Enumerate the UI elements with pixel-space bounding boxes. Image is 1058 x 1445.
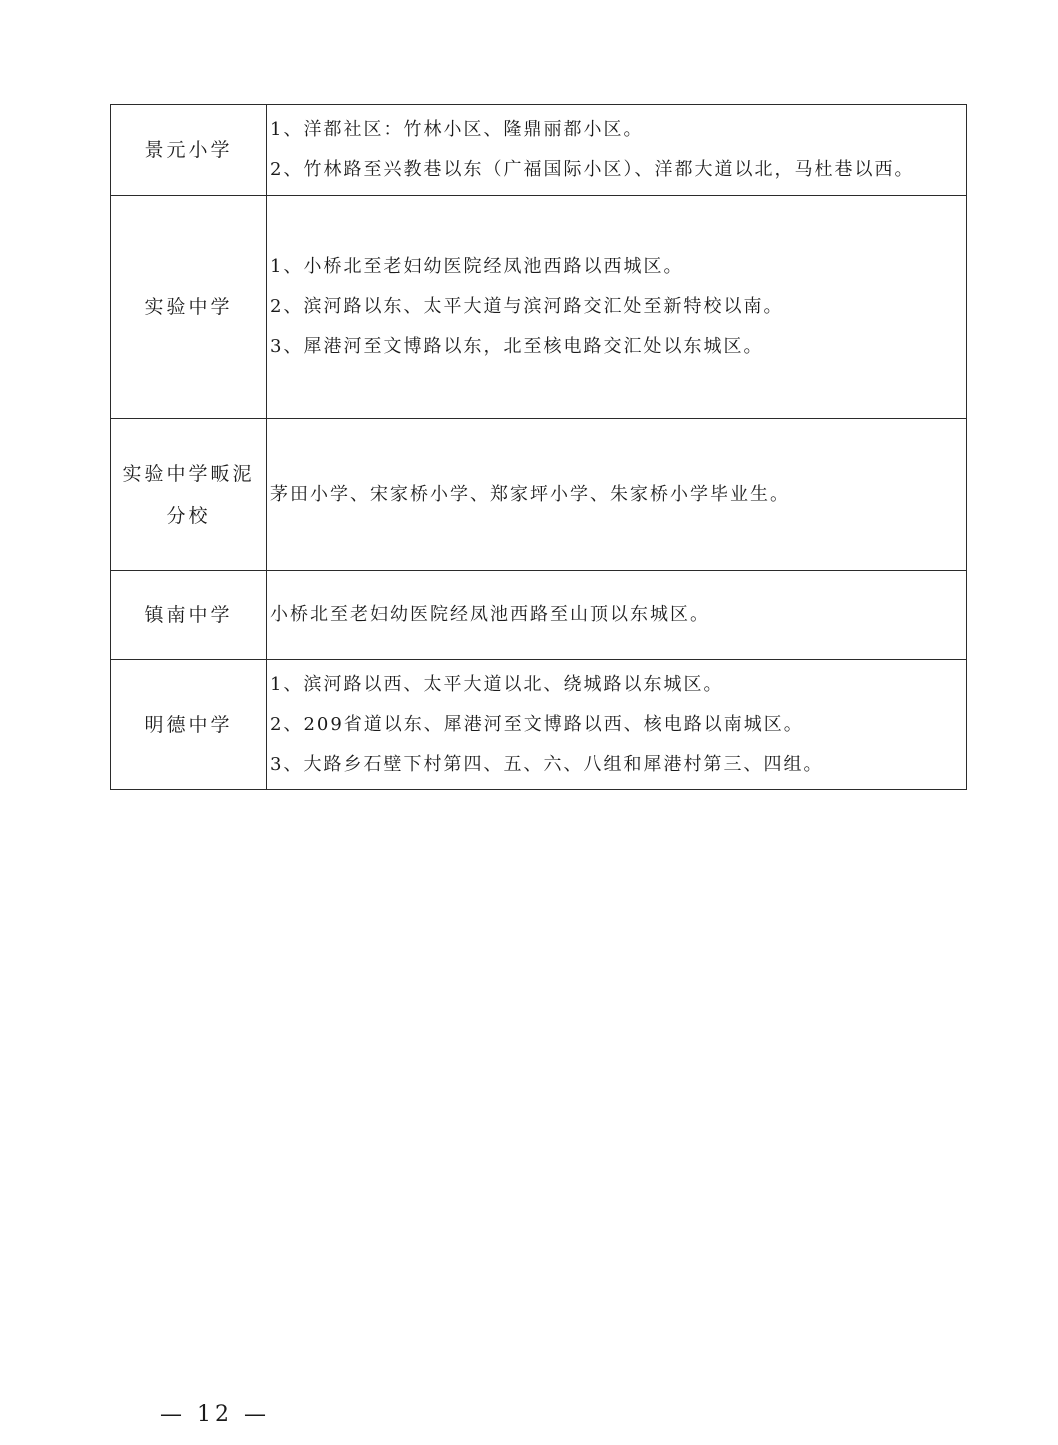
school-name-cell: [111, 419, 267, 571]
school-name: 实验中学畈泥: [122, 462, 255, 485]
zone-description-cell: [267, 419, 967, 571]
school-name: 分校: [166, 504, 211, 527]
table-row: [111, 196, 967, 419]
zone-description-cell: [267, 196, 967, 419]
zone-line: 小桥北至老妇幼医院经凤池西路至山顶以东城区。: [270, 604, 710, 625]
school-zone-table: [110, 104, 967, 790]
zone-line: 茅田小学、宋家桥小学、郑家坪小学、朱家桥小学毕业生。: [270, 483, 790, 505]
table-row: [111, 105, 967, 196]
school-name-cell: [111, 660, 267, 790]
school-name-cell: [111, 571, 267, 660]
school-name: 实验中学: [144, 296, 233, 318]
table-row: [111, 660, 967, 790]
zone-line: 1、小桥北至老妇幼医院经凤池西路以西城区。: [270, 256, 684, 277]
zone-line: 3、犀港河至文博路以东，北至核电路交汇处以东城区。: [270, 336, 764, 357]
zone-description-cell: [267, 571, 967, 660]
school-name: 明德中学: [144, 713, 233, 736]
school-name: 景元小学: [144, 139, 233, 161]
zone-line: 2、209省道以东、犀港河至文博路以西、核电路以南城区。: [270, 713, 804, 735]
zone-line: 2、滨河路以东、太平大道与滨河路交汇处至新特校以南。: [270, 296, 784, 317]
zone-line: 1、滨河路以西、太平大道以北、绕城路以东城区。: [270, 673, 724, 695]
zone-line: 1、洋都社区：竹林小区、隆鼎丽都小区。: [270, 119, 644, 140]
table-row: [111, 419, 967, 571]
school-name: 镇南中学: [144, 604, 233, 626]
zone-description-cell: [267, 660, 967, 790]
zone-description-cell: [267, 105, 967, 196]
zone-line: 2、竹林路至兴教巷以东（广福国际小区）、洋都大道以北，马杜巷以西。: [270, 159, 915, 180]
page-number: — 12 —: [160, 1402, 270, 1427]
school-name-cell: [111, 196, 267, 419]
table-row: [111, 571, 967, 660]
zone-line: 3、大路乡石壁下村第四、五、六、八组和犀港村第三、四组。: [270, 753, 824, 775]
school-name-cell: [111, 105, 267, 196]
